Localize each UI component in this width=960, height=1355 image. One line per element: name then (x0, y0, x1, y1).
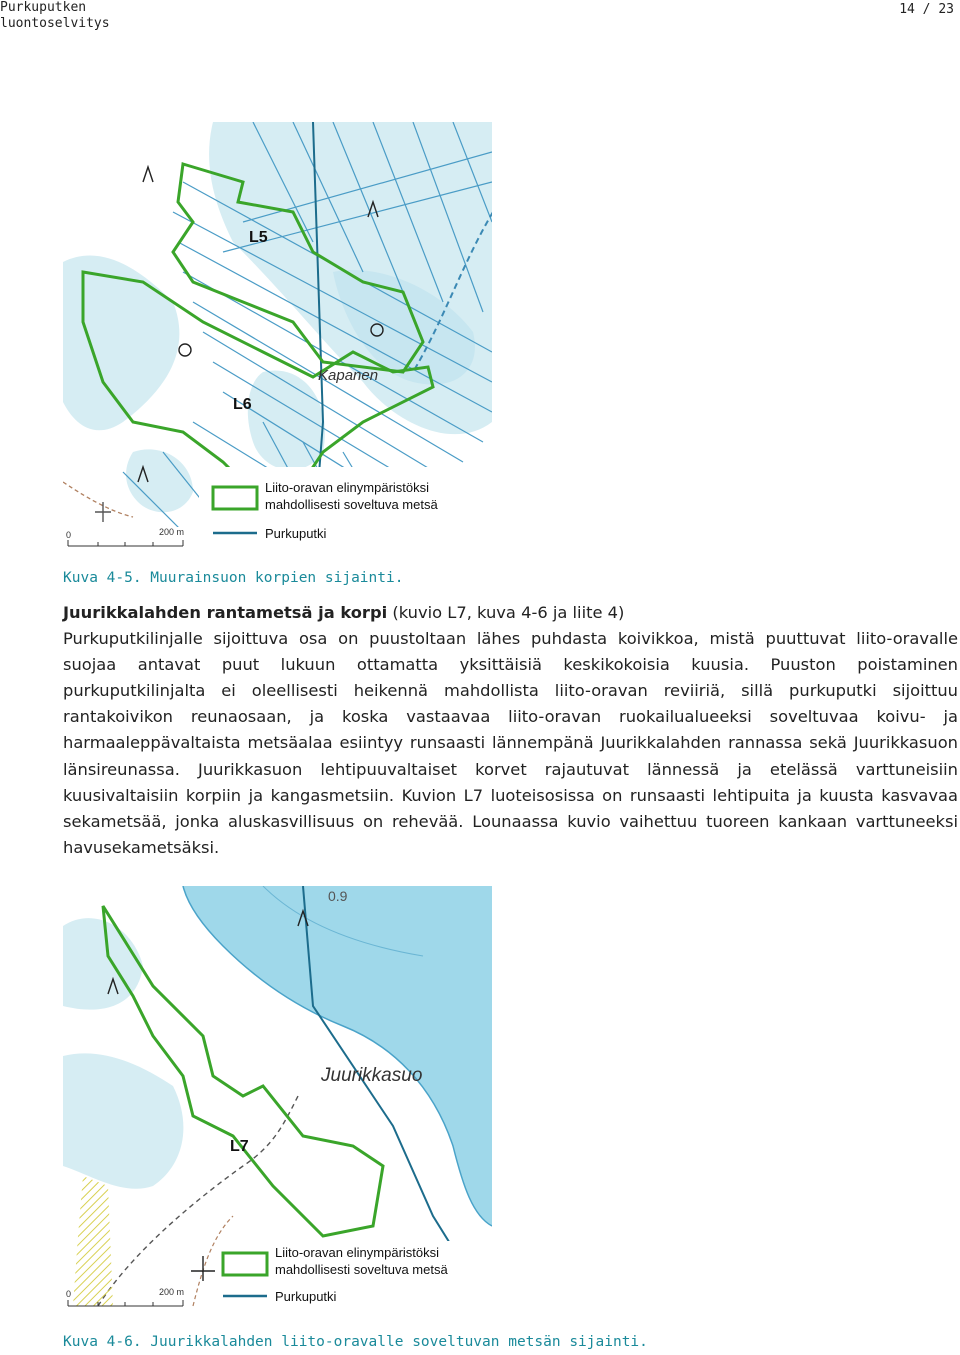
scale-start: 0 (66, 1289, 72, 1299)
place-name-juurikkasuo: Juurikkasuo (321, 1065, 423, 1086)
figure2-caption: Kuva 4-6. Juurikkalahden liito-oravalle soveltuvan metsän sijainti. (63, 1334, 648, 1350)
scale-end: 200 m (159, 527, 185, 537)
figure-map-juurikkalahti (63, 886, 492, 1316)
legend-habitat-line2: mahdollisesti soveltuva metsä (265, 497, 438, 512)
section-heading (63, 600, 958, 626)
header-title-line2: luontoselvitys (0, 16, 110, 31)
scale-bar (63, 527, 199, 552)
label-l6: L6 (233, 396, 252, 413)
legend-habitat-line1: Liito-oravan elinympäristöksi (275, 1245, 440, 1260)
page-number: 14 / 23 (899, 2, 954, 17)
legend-habitat-line2: mahdollisesti soveltuva metsä (275, 1262, 448, 1277)
legend-pipeline: Purkuputki (265, 526, 327, 541)
label-l7: L7 (230, 1138, 249, 1155)
map1-svg (63, 122, 492, 552)
running-header (0, 0, 110, 32)
legend-pipeline: Purkuputki (275, 1289, 337, 1304)
section-paragraph: Purkuputkilinjalle sijoittuva osa on puustoltaan lähes puhdasta koivikkoa, mistä puuttuvat liito-oravalle suojaa antavat puut lukuun ottamatta yksittäisiä keskikokoisia kuusia. Puuston poistaminen purkuputkilinjalta ei oleellisesti heikennä mahdollista liito-oravan reviiriä, sillä purkuputki sijoittuu rantakoivikon reunaosaan, ja koska vastaavaa liito-oravan ruokailualueeksi soveltuvaa koivu- ja harmaaleppävaltaista metsäalaa esiintyy runsaasti lännempänä Juurikkalahden rannassa sekä Juurikkasuon länsireunassa. Juurikkasuon lehtipuuvaltaiset korvet rajautuvat lännessä ja etelässä varttuneisiin kuusivaltaisiin korpiin ja kangasmetsiin. Kuvion L7 luoteisosissa on runsaasti lehtipuita ja kuusta kasvavaa sekametsää, jonka aluskasvillisuus on rehevää. Lounaassa kuvio vaihettuu tuoreen kankaan varttuneeksi havusekametsäksi. (63, 629, 958, 857)
header-title-line1: Purkuputken (0, 0, 87, 15)
figure-map-muurainsuo (63, 122, 492, 552)
place-name-kapanen: Kapanen (318, 367, 379, 384)
section-heading-suffix: (kuvio L7, kuva 4-6 ja liite 4) (387, 603, 625, 622)
depth-label: 0.9 (328, 888, 348, 904)
section-heading-bold: Juurikkalahden rantametsä ja korpi (63, 603, 388, 622)
legend-habitat-line1: Liito-oravan elinympäristöksi (265, 480, 430, 495)
label-l5: L5 (249, 229, 268, 246)
scale-start: 0 (66, 530, 72, 540)
map2-svg (63, 886, 492, 1316)
figure1-caption: Kuva 4-5. Muurainsuon korpien sijainti. (63, 570, 404, 586)
section-text (63, 600, 958, 861)
scale-end: 200 m (159, 1287, 185, 1297)
